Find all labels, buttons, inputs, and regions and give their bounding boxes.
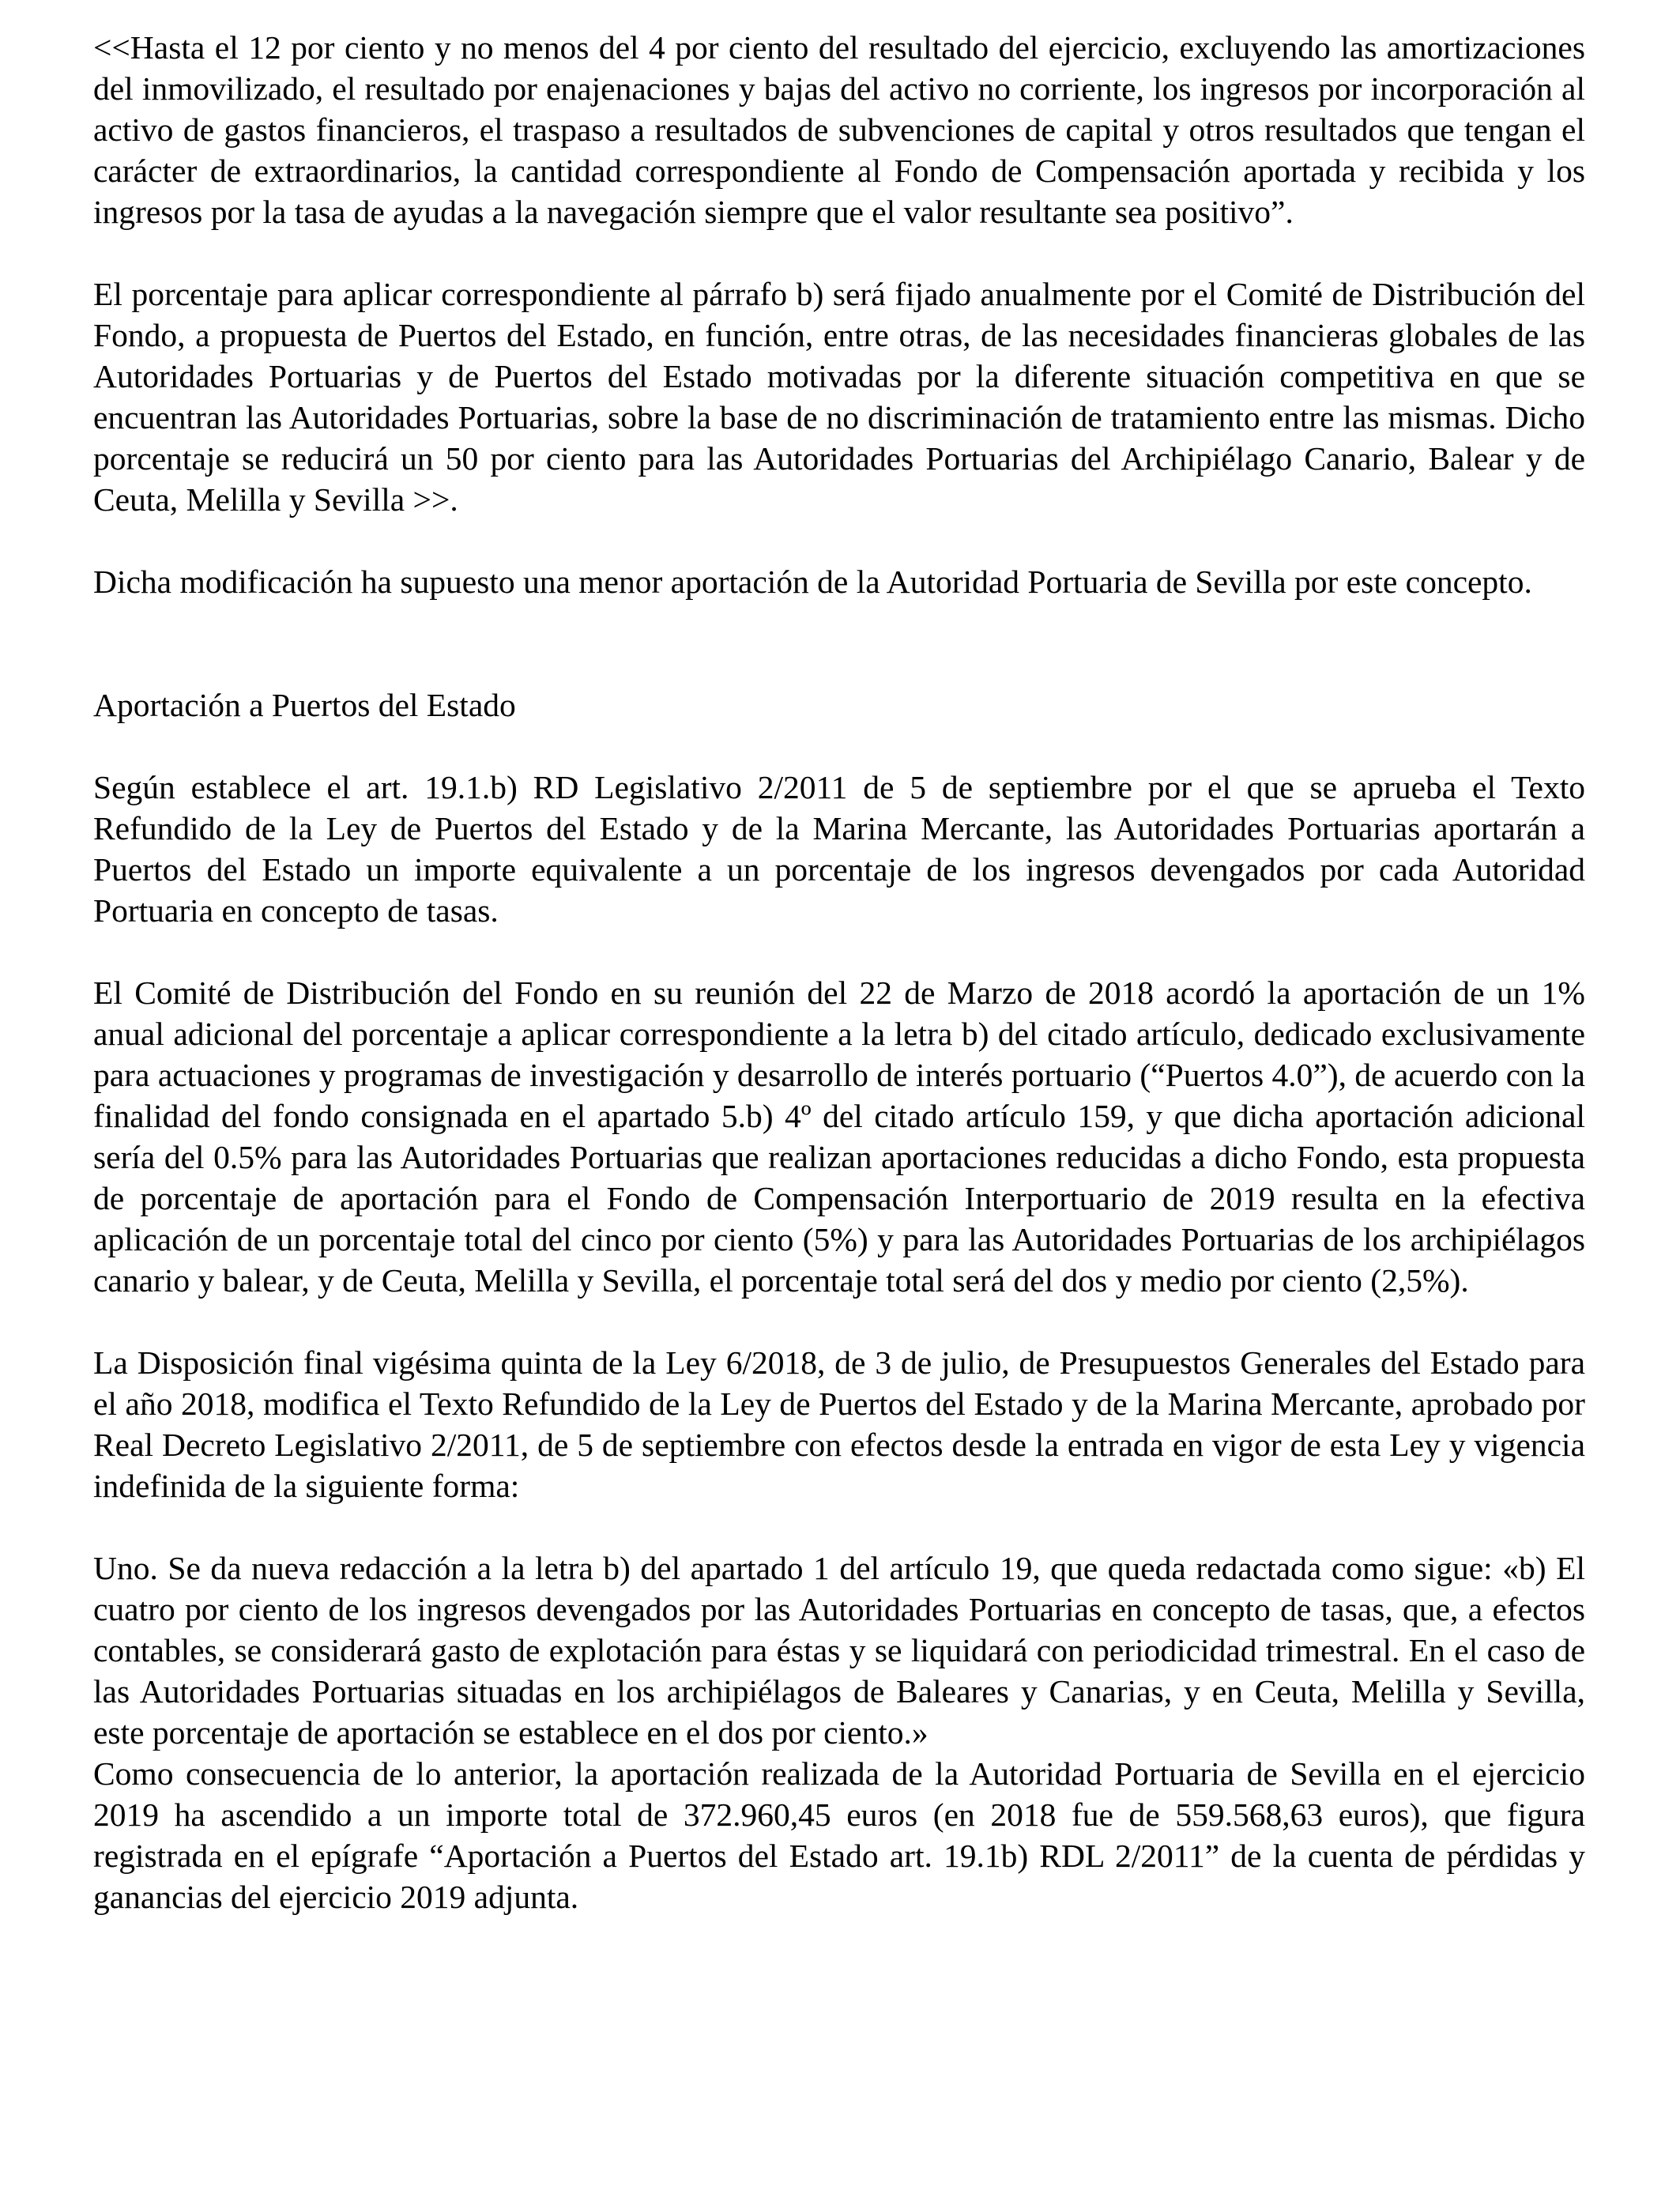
blank-line — [93, 643, 1585, 684]
paragraph-legal-basis: Según establece el art. 19.1.b) RD Legislativo 2/2011 de 5 de septiembre por el que se aprueba el Texto Refundido de la Ley de Puertos del Estado y de la Marina Mercante, las Autoridades Portuarias aportarán a Puertos del Estado un importe equivalente a un porcentaje de los ingresos devengados por cada Autoridad Portuaria en concepto de tasas. — [93, 769, 1585, 929]
paragraph-contribution-amount: Como consecuencia de lo anterior, la aportación realizada de la Autoridad Portuaria de Sevilla en el ejercicio 2019 ha ascendido a un importe total de 372.960,45 euros (en 2018 fue de 559.568,63 euros), que figura registrada en el epígrafe “Aportación a Puertos del Estado art. 19.1b) RDL 2/2011” de la cuenta de pérdidas y ganancias del ejercicio 2019 adjunta. — [93, 1755, 1585, 1915]
paragraph-modification-effect: Dicha modificación ha supuesto una menor aportación de la Autoridad Portuaria de Sevilla por este concepto. — [93, 564, 1532, 600]
paragraph-new-wording: Uno. Se da nueva redacción a la letra b) del apartado 1 del artículo 19, que queda redactada como sigue: «b) El cuatro por ciento de los ingresos devengados por las Autoridades Portuarias en concepto de tasas, que, a efectos contables, se considerará gasto de explotación para éstas y se liquidará con periodicidad trimestral. En el caso de las Autoridades Portuarias situadas en los archipiélagos de Baleares y Canarias, y en Ceuta, Melilla y Sevilla, este porcentaje de aportación se establece en el dos por ciento.» — [93, 1550, 1585, 1751]
section-heading: Aportación a Puertos del Estado — [93, 687, 516, 723]
paragraph-quoted-article: <<Hasta el 12 por ciento y no menos del 4 por ciento del resultado del ejercicio, excluyendo las amortizaciones del inmovilizado, el resultado por enajenaciones y bajas del activo no corriente, los ingresos por incorporación al activo de gastos financieros, el traspaso a resultados de subvenciones de capital y otros resultados que tengan el carácter de extraordinarios, la cantidad correspondiente al Fondo de Compensación aportada y recibida y los ingresos por la tasa de ayudas a la navegación siempre que el valor resultante sea positivo”. — [93, 29, 1585, 230]
paragraph-percentage-rule: El porcentaje para aplicar correspondiente al párrafo b) será fijado anualmente por el Comité de Distribución del Fondo, a propuesta de Puertos del Estado, en función, entre otras, de las necesidades financieras globales de las Autoridades Portuarias y de Puertos del Estado motivadas por la diferente situación competitiva en que se encuentran las Autoridades Portuarias, sobre la base de no discriminación de tratamiento entre las mismas. Dicho porcentaje se reducirá un 50 por ciento para las Autoridades Portuarias del Archipiélago Canario, Balear y de Ceuta, Melilla y Sevilla >>. — [93, 276, 1585, 518]
paragraph-committee-agreement: El Comité de Distribución del Fondo en su reunión del 22 de Marzo de 2018 acordó la aportación de un 1% anual adicional del porcentaje a aplicar correspondiente a la letra b) del citado artículo, dedicado exclusivamente para actuaciones y programas de investigación y desarrollo de interés portuario (“Puertos 4.0”), de acuerdo con la finalidad del fondo consignada en el apartado 5.b) 4º del citado artículo 159, y que dicha aportación adicional sería del 0.5% para las Autoridades Portuarias que realizan aportaciones reducidas a dicho Fondo, esta propuesta de porcentaje de aportación para el Fondo de Compensación Interportuario de 2019 resulta en la efectiva aplicación de un porcentaje total del cinco por ciento (5%) y para las Autoridades Portuarias de los archipiélagos canario y balear, y de Ceuta, Melilla y Sevilla, el porcentaje total será del dos y medio por ciento (2,5%). — [93, 974, 1585, 1299]
paragraph-final-provision: La Disposición final vigésima quinta de la Ley 6/2018, de 3 de julio, de Presupuestos Generales del Estado para el año 2018, modifica el Texto Refundido de la Ley de Puertos del Estado y de la Marina Mercante, aprobado por Real Decreto Legislativo 2/2011, de 5 de septiembre con efectos desde la entrada en vigor de esta Ley y vigencia indefinida de la siguiente forma: — [93, 1344, 1585, 1504]
document-page — [93, 27, 1585, 1917]
